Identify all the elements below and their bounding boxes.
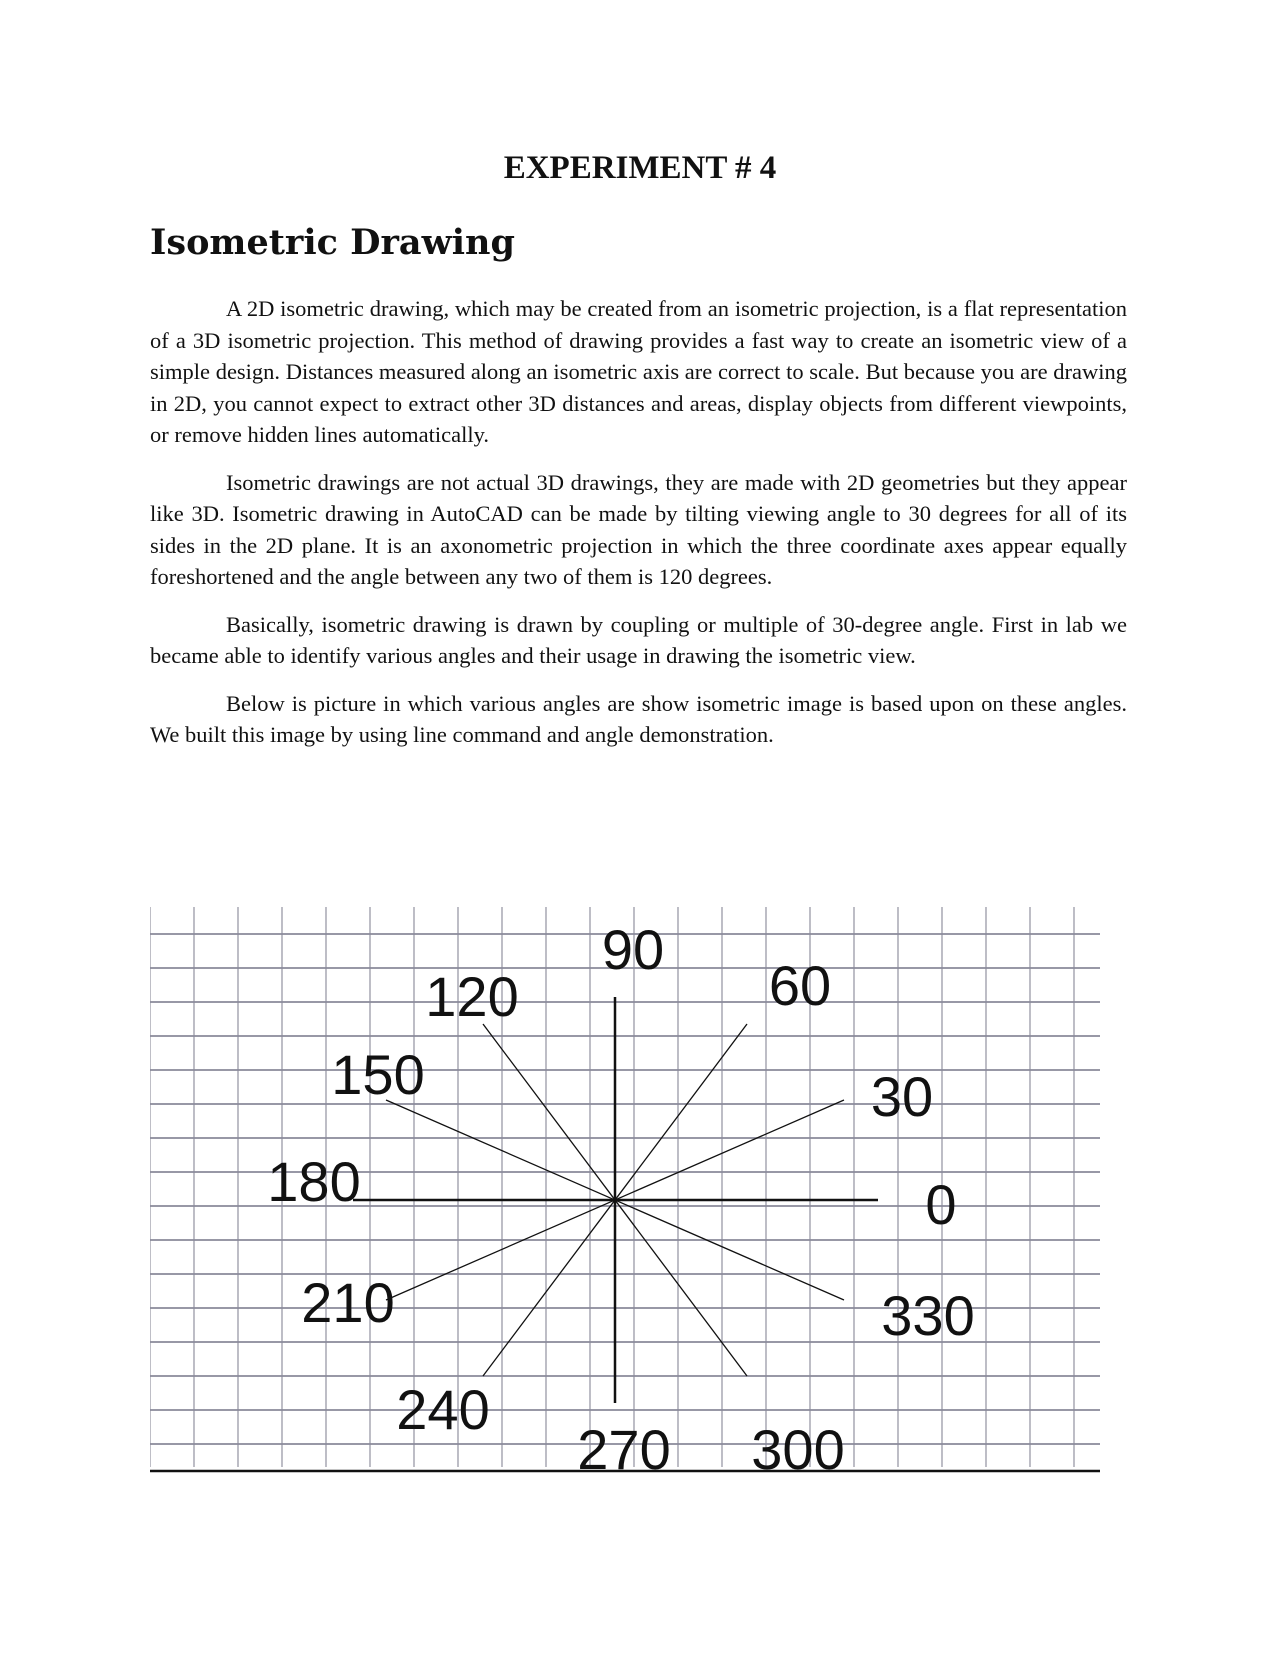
label-150: 150	[331, 1043, 425, 1106]
section-heading: Isometric Drawing	[150, 222, 515, 263]
label-210: 210	[301, 1271, 395, 1334]
label-30: 30	[870, 1065, 934, 1128]
body-text	[150, 293, 1127, 767]
experiment-title: EXPERIMENT # 4	[503, 150, 777, 186]
label-240: 240	[396, 1378, 490, 1441]
label-120: 120	[425, 965, 519, 1028]
paragraph: Basically, isometric drawing is drawn by coupling or multiple of 30-degree angle. First in lab we became able to identify various angles and their usage in drawing the isometric view.	[150, 611, 1127, 668]
label-300: 300	[751, 1418, 845, 1473]
paragraph: Isometric drawings are not actual 3D drawings, they are made with 2D geometries but they appear like 3D. Isometric drawing in AutoCAD can be made by tilting viewing angle to 30 degrees for all of its sides in the 2D plane. It is an axonometric projection in which the three coordinate axes appear equally foreshortened and the angle between any two of them is 120 degrees.	[150, 469, 1127, 589]
paragraph: A 2D isometric drawing, which may be created from an isometric projection, is a flat representation of a 3D isometric projection. This method of drawing provides a fast way to create an isometric view of a simple design. Distances measured along an isometric axis are correct to scale. But because you are drawing in 2D, you cannot expect to extract other 3D distances and areas, display objects from different viewpoints, or remove hidden lines automatically.	[150, 296, 1127, 447]
label-60: 60	[768, 954, 832, 1017]
isometric-angle-diagram	[150, 907, 1100, 1473]
label-0: 0	[925, 1173, 957, 1236]
label-90: 90	[601, 918, 665, 981]
paragraph: Below is picture in which various angles are show isometric image is based upon on these angles. We built this image by using line command and angle demonstration.	[150, 690, 1127, 747]
label-330: 330	[881, 1284, 975, 1347]
label-180: 180	[267, 1150, 361, 1213]
label-270: 270	[577, 1418, 671, 1473]
